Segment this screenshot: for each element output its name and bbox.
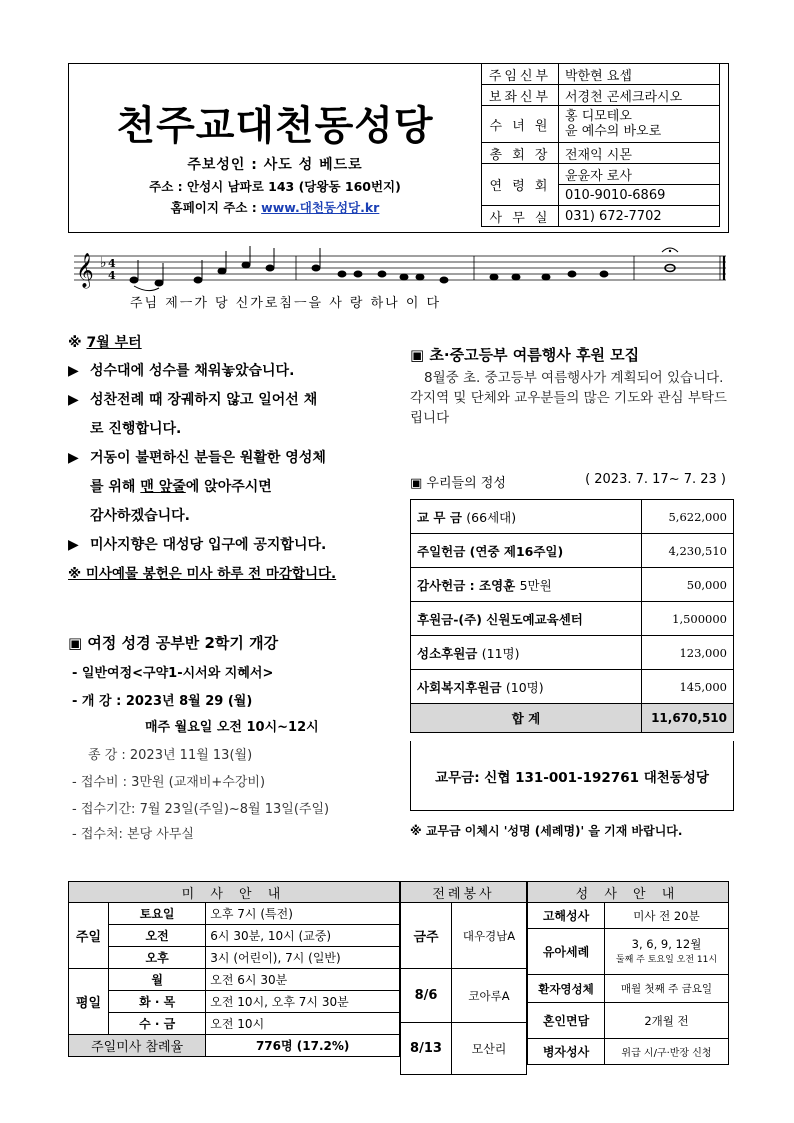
staff-phone: 010-9010-6869: [559, 185, 720, 206]
summer-event-body: 8월중 초. 중고등부 여름행사가 계획되어 있습니다. 각지역 및 단체와 교우분들의 많은 기도와 관심 부탁드립니다: [410, 370, 727, 426]
patron-saint: 주보성인 : 사도 성 베드로: [187, 157, 363, 173]
staff-name: 윤윤자 로사: [559, 164, 720, 185]
staff-role: 총 회 장: [482, 143, 559, 164]
total-label: 합 계: [411, 704, 642, 733]
mass-row: 평일 월 오전 6시 30분: [69, 969, 400, 991]
offering-row: 후원금-(주) 신원도예교육센터 1,500000: [411, 602, 734, 636]
staff-role: 주임신부: [482, 64, 559, 85]
church-name: 천주교대천동성당: [116, 103, 434, 149]
study-line: 종 강 : 2023년 11월 13(월): [88, 748, 253, 763]
bank-account: 교무금: 신협 131-001-192761 대천동성당: [435, 770, 709, 786]
staff-name: 031) 672-7702: [559, 206, 720, 227]
mass-row: 오전 6시 30분, 10시 (교중): [69, 925, 400, 947]
sacrament-row: 고해성사 미사 전 20분: [528, 903, 729, 929]
homepage-label: 홈페이지 주소 :: [170, 200, 262, 215]
homepage-line: [69, 198, 481, 216]
service-row: 8/6 코아루A: [401, 969, 527, 1023]
mass-guide-title: 미 사 안 내: [69, 882, 400, 903]
arrow-right-icon: ▶: [68, 363, 79, 379]
staff-name: 홍 디모테오 윤 예수의 바오로: [559, 106, 720, 143]
staff-row: [482, 143, 720, 164]
offering-row: 성소후원금 (11명) 123,000: [411, 636, 734, 670]
svg-text:4: 4: [108, 269, 116, 282]
notice-heading: ※ 7월 부터: [68, 335, 142, 351]
summer-event-title: ▣ 초·중고등부 여름행사 후원 모집: [410, 346, 640, 364]
mass-row: 주일 토요일 오후 7시 (특전): [69, 903, 400, 925]
offering-row: 주일헌금 (연중 제16주일) 4,230,510: [411, 534, 734, 568]
service-title: 전례봉사: [401, 882, 527, 903]
notice-item: ▶ 성찬전례 때 장궤하지 않고 일어선 채 로 진행합니다.: [68, 386, 388, 444]
hymn-lyrics: 주님 제ㅡ가 당 신가로침ㅡ을 사 랑 하나 이 다: [130, 296, 442, 311]
bible-study-title: ▣ 여정 성경 공부반 2학기 개강: [68, 634, 279, 652]
mass-row: 화 · 목 오전 10시, 오후 7시 30분: [69, 991, 400, 1013]
offering-total-row: [411, 704, 734, 733]
sacrament-row: 환자영성체 매월 첫째 주 금요일: [528, 975, 729, 1003]
offering-period: ( 2023. 7. 17~ 7. 23 ): [585, 472, 726, 487]
sacrament-table: [527, 881, 729, 1065]
offering-title: ▣ 우리들의 정성: [410, 476, 506, 491]
staff-name: 박한현 요셉: [559, 64, 720, 85]
service-row: 금주 대우경남A: [401, 903, 527, 969]
study-line: 매주 월요일 오전 10시~12시: [145, 720, 319, 735]
notice-item: ▶ 거동이 불편하신 분들은 원활한 영성체 를 위해 맨 앞줄에 앉아주시면 감사하겠습니다.: [68, 444, 388, 531]
homepage-link[interactable]: www.대천동성당.kr: [261, 200, 380, 215]
mass-offering-note: ※ 미사예물 봉헌은 미사 하루 전 마감합니다.: [68, 566, 337, 582]
offering-row: 사회복지후원금 (10명) 145,000: [411, 670, 734, 704]
arrow-right-icon: ▶: [68, 392, 79, 408]
staff-row: [482, 64, 720, 85]
treble-clef-icon: 𝄞: [76, 253, 94, 288]
arrow-right-icon: ▶: [68, 537, 79, 553]
study-line: - 접수처: 본당 사무실: [72, 827, 194, 842]
offering-row: 교 무 금 (66세대) 5,622,000: [411, 500, 734, 534]
notice-item: ▶ 미사지향은 대성당 입구에 공지합니다.: [68, 531, 388, 560]
staff-role: 사 무 실: [482, 206, 559, 227]
account-note: ※ 교무금 이체시 '성명 (세례명)' 을 기재 바랍니다.: [410, 824, 683, 838]
attendance-value: 776명 (17.2%): [206, 1035, 400, 1057]
staff-name: 전재익 시몬: [559, 143, 720, 164]
mass-row: 수 · 금 오전 10시: [69, 1013, 400, 1035]
church-address: 주소 : 안성시 남파로 143 (당왕동 160번지): [149, 179, 401, 194]
attendance-label: 주일미사 참례율: [69, 1035, 206, 1057]
offering-table: [410, 499, 734, 733]
service-row: 8/13 모산리: [401, 1023, 527, 1075]
mass-guide-table: [68, 881, 400, 1057]
mass-row: 오후 3시 (어린이), 7시 (일반): [69, 947, 400, 969]
study-line: - 개 강 : 2023년 8월 29 (월): [72, 694, 253, 709]
staff-role: 수 녀 원: [482, 106, 559, 143]
staff-row: [482, 85, 720, 106]
study-line: - 접수비 : 3만원 (교재비+수강비): [72, 775, 266, 790]
svg-text:4: 4: [108, 257, 116, 270]
staff-table: [481, 63, 720, 227]
sunday-label: 주일: [69, 903, 109, 969]
staff-role: 연 령 회: [482, 164, 559, 206]
staff-role: 보좌신부: [482, 85, 559, 106]
study-line: - 접수기간: 7월 23일(주일)~8월 13일(주일): [72, 802, 330, 817]
total-amount: 11,670,510: [642, 704, 734, 733]
bulletin-header: [68, 63, 729, 233]
liturgy-service-table: [400, 881, 527, 1075]
offering-row: 감사헌금 : 조영훈 5만원 50,000: [411, 568, 734, 602]
sacrament-row: 유아세례 3, 6, 9, 12월 둘째 주 토요일 오전 11시: [528, 929, 729, 975]
sacrament-title: 성 사 안 내: [528, 882, 729, 903]
flat-icon: ♭: [100, 255, 107, 271]
staff-row: [482, 164, 720, 185]
staff-row: [482, 106, 720, 143]
staff-name: 서경천 곤세크라시오: [559, 85, 720, 106]
notice-item: ▶ 성수대에 성수를 채워놓았습니다.: [68, 357, 388, 386]
study-line: - 일반여정<구약1-시서와 지혜서>: [72, 666, 274, 681]
attendance-row: [69, 1035, 400, 1057]
sacrament-row: 혼인면담 2개월 전: [528, 1003, 729, 1039]
offering-heading: [410, 472, 732, 491]
weekday-label: 평일: [69, 969, 109, 1035]
sacrament-row: 병자성사 위급 시/구·반장 신청: [528, 1039, 729, 1065]
staff-row: [482, 206, 720, 227]
arrow-right-icon: ▶: [68, 450, 79, 466]
